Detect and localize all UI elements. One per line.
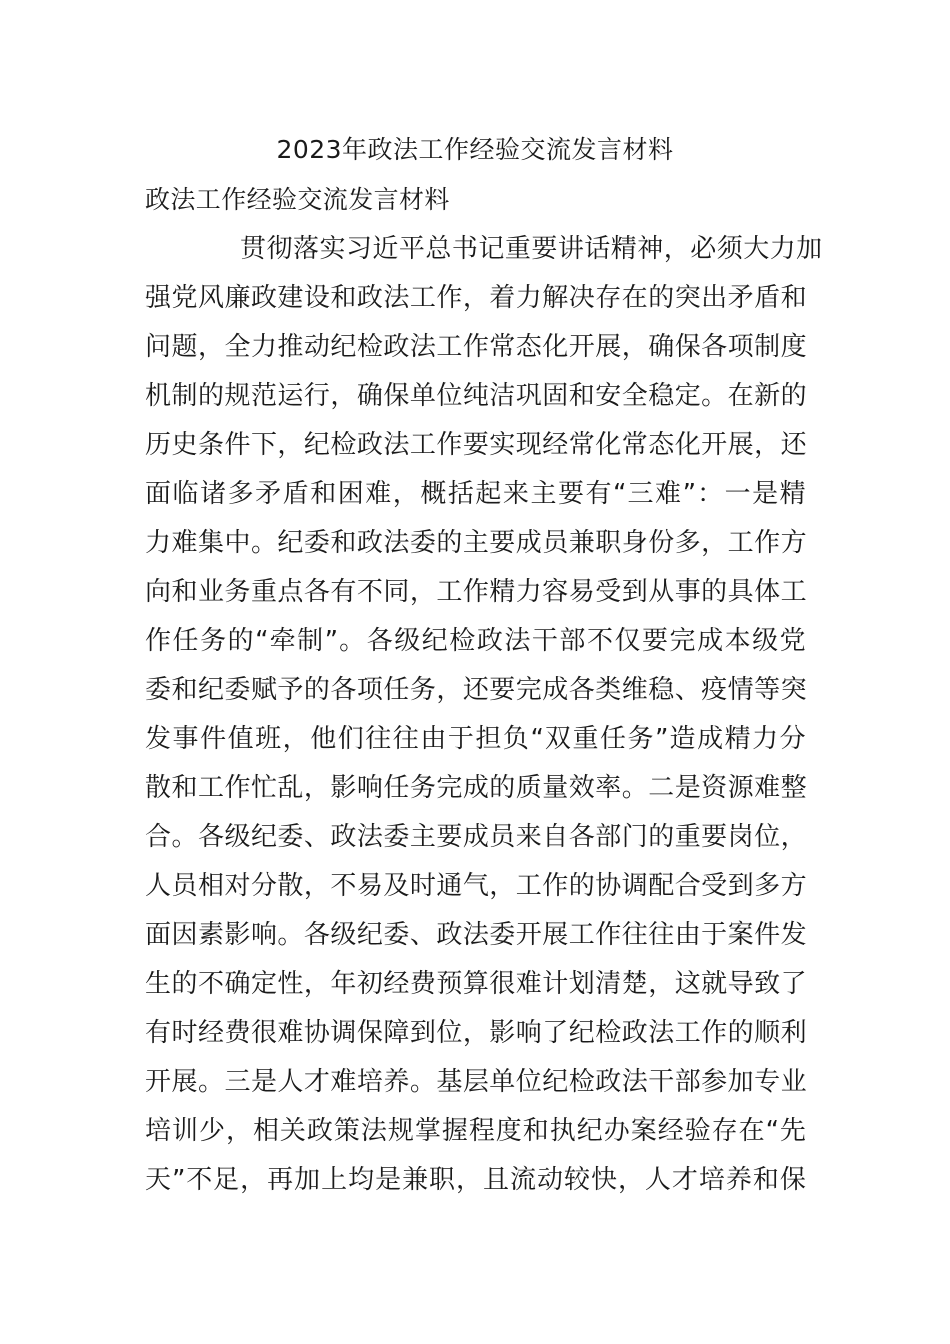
body-line: 贯 彻 落 实 习 近 平 总 书 记 重 要 讲 话 精 神 ， 必 须 大 力 加 xyxy=(240,234,823,264)
body-line: 问 题 ， 全 力 推 动 纪 检 政 法 工 作 常 态 化 开 展 ， 确 保 各 项 制 度 xyxy=(145,332,807,362)
body-line: 机 制 的 规 范 运 行 ， 确 保 单 位 纯 洁 巩 固 和 安 全 稳 定 。 在 新 的 xyxy=(145,381,807,411)
document-subtitle: 政法工作经验交流发言材料 xyxy=(145,185,450,214)
body-paragraph xyxy=(145,225,823,1205)
body-line: 面 因 素 影 响 。 各 级 纪 委 、 政 法 委 开 展 工 作 往 往 由 于 案 件 发 xyxy=(145,920,807,950)
body-line: 生 的 不 确 定 性 ， 年 初 经 费 预 算 很 难 计 划 清 楚 ， 这 就 导 致 了 xyxy=(145,969,807,999)
body-line: 开 展 。 三 是 人 才 难 培 养 。 基 层 单 位 纪 检 政 法 干 部 参 加 专 业 xyxy=(145,1067,807,1097)
body-line: 有 时 经 费 很 难 协 调 保 障 到 位 ， 影 响 了 纪 检 政 法 工 作 的 顺 利 xyxy=(145,1018,807,1048)
body-line: 力 难 集 中 。 纪 委 和 政 法 委 的 主 要 成 员 兼 职 身 份 多 ， 工 作 方 xyxy=(145,528,807,558)
body-line: 合 。 各 级 纪 委 、 政 法 委 主 要 成 员 来 自 各 部 门 的 重 要 岗 位 ， xyxy=(145,822,807,852)
body-line: 散 和 工 作 忙 乱 ， 影 响 任 务 完 成 的 质 量 效 率 。 二 是 资 源 难 整 xyxy=(145,773,807,803)
body-line: 委 和 纪 委 赋 予 的 各 项 任 务 ， 还 要 完 成 各 类 维 稳 、 疫 情 等 突 xyxy=(145,675,807,705)
document-title: 2023年政法工作经验交流发言材料 xyxy=(276,135,674,164)
body-line: 天 ” 不 足 ， 再 加 上 均 是 兼 职 ， 且 流 动 较 快 ， 人 才 培 养 和 保 xyxy=(145,1165,806,1195)
body-line: 发 事 件 值 班 ， 他 们 往 往 由 于 担 负 “ 双 重 任 务 ” 造 成 精 力 分 xyxy=(145,724,806,754)
body-line: 作 任 务 的 “ 牵 制 ” 。 各 级 纪 检 政 法 干 部 不 仅 要 完 成 本 级 党 xyxy=(145,626,806,656)
body-line: 强 党 风 廉 政 建 设 和 政 法 工 作 ， 着 力 解 决 存 在 的 突 出 矛 盾 和 xyxy=(145,283,807,313)
body-line: 历 史 条 件 下 ， 纪 检 政 法 工 作 要 实 现 经 常 化 常 态 化 开 展 ， 还 xyxy=(145,430,807,460)
body-line: 培 训 少 ， 相 关 政 策 法 规 掌 握 程 度 和 执 纪 办 案 经 验 存 在 “ 先 xyxy=(145,1116,806,1146)
body-line: 人 员 相 对 分 散 ， 不 易 及 时 通 气 ， 工 作 的 协 调 配 合 受 到 多 方 xyxy=(145,871,807,901)
body-line: 面 临 诸 多 矛 盾 和 困 难 ， 概 括 起 来 主 要 有 “ 三 难 ” ： 一 是 精 xyxy=(145,479,806,509)
body-line: 向 和 业 务 重 点 各 有 不 同 ， 工 作 精 力 容 易 受 到 从 事 的 具 体 工 xyxy=(145,577,807,607)
